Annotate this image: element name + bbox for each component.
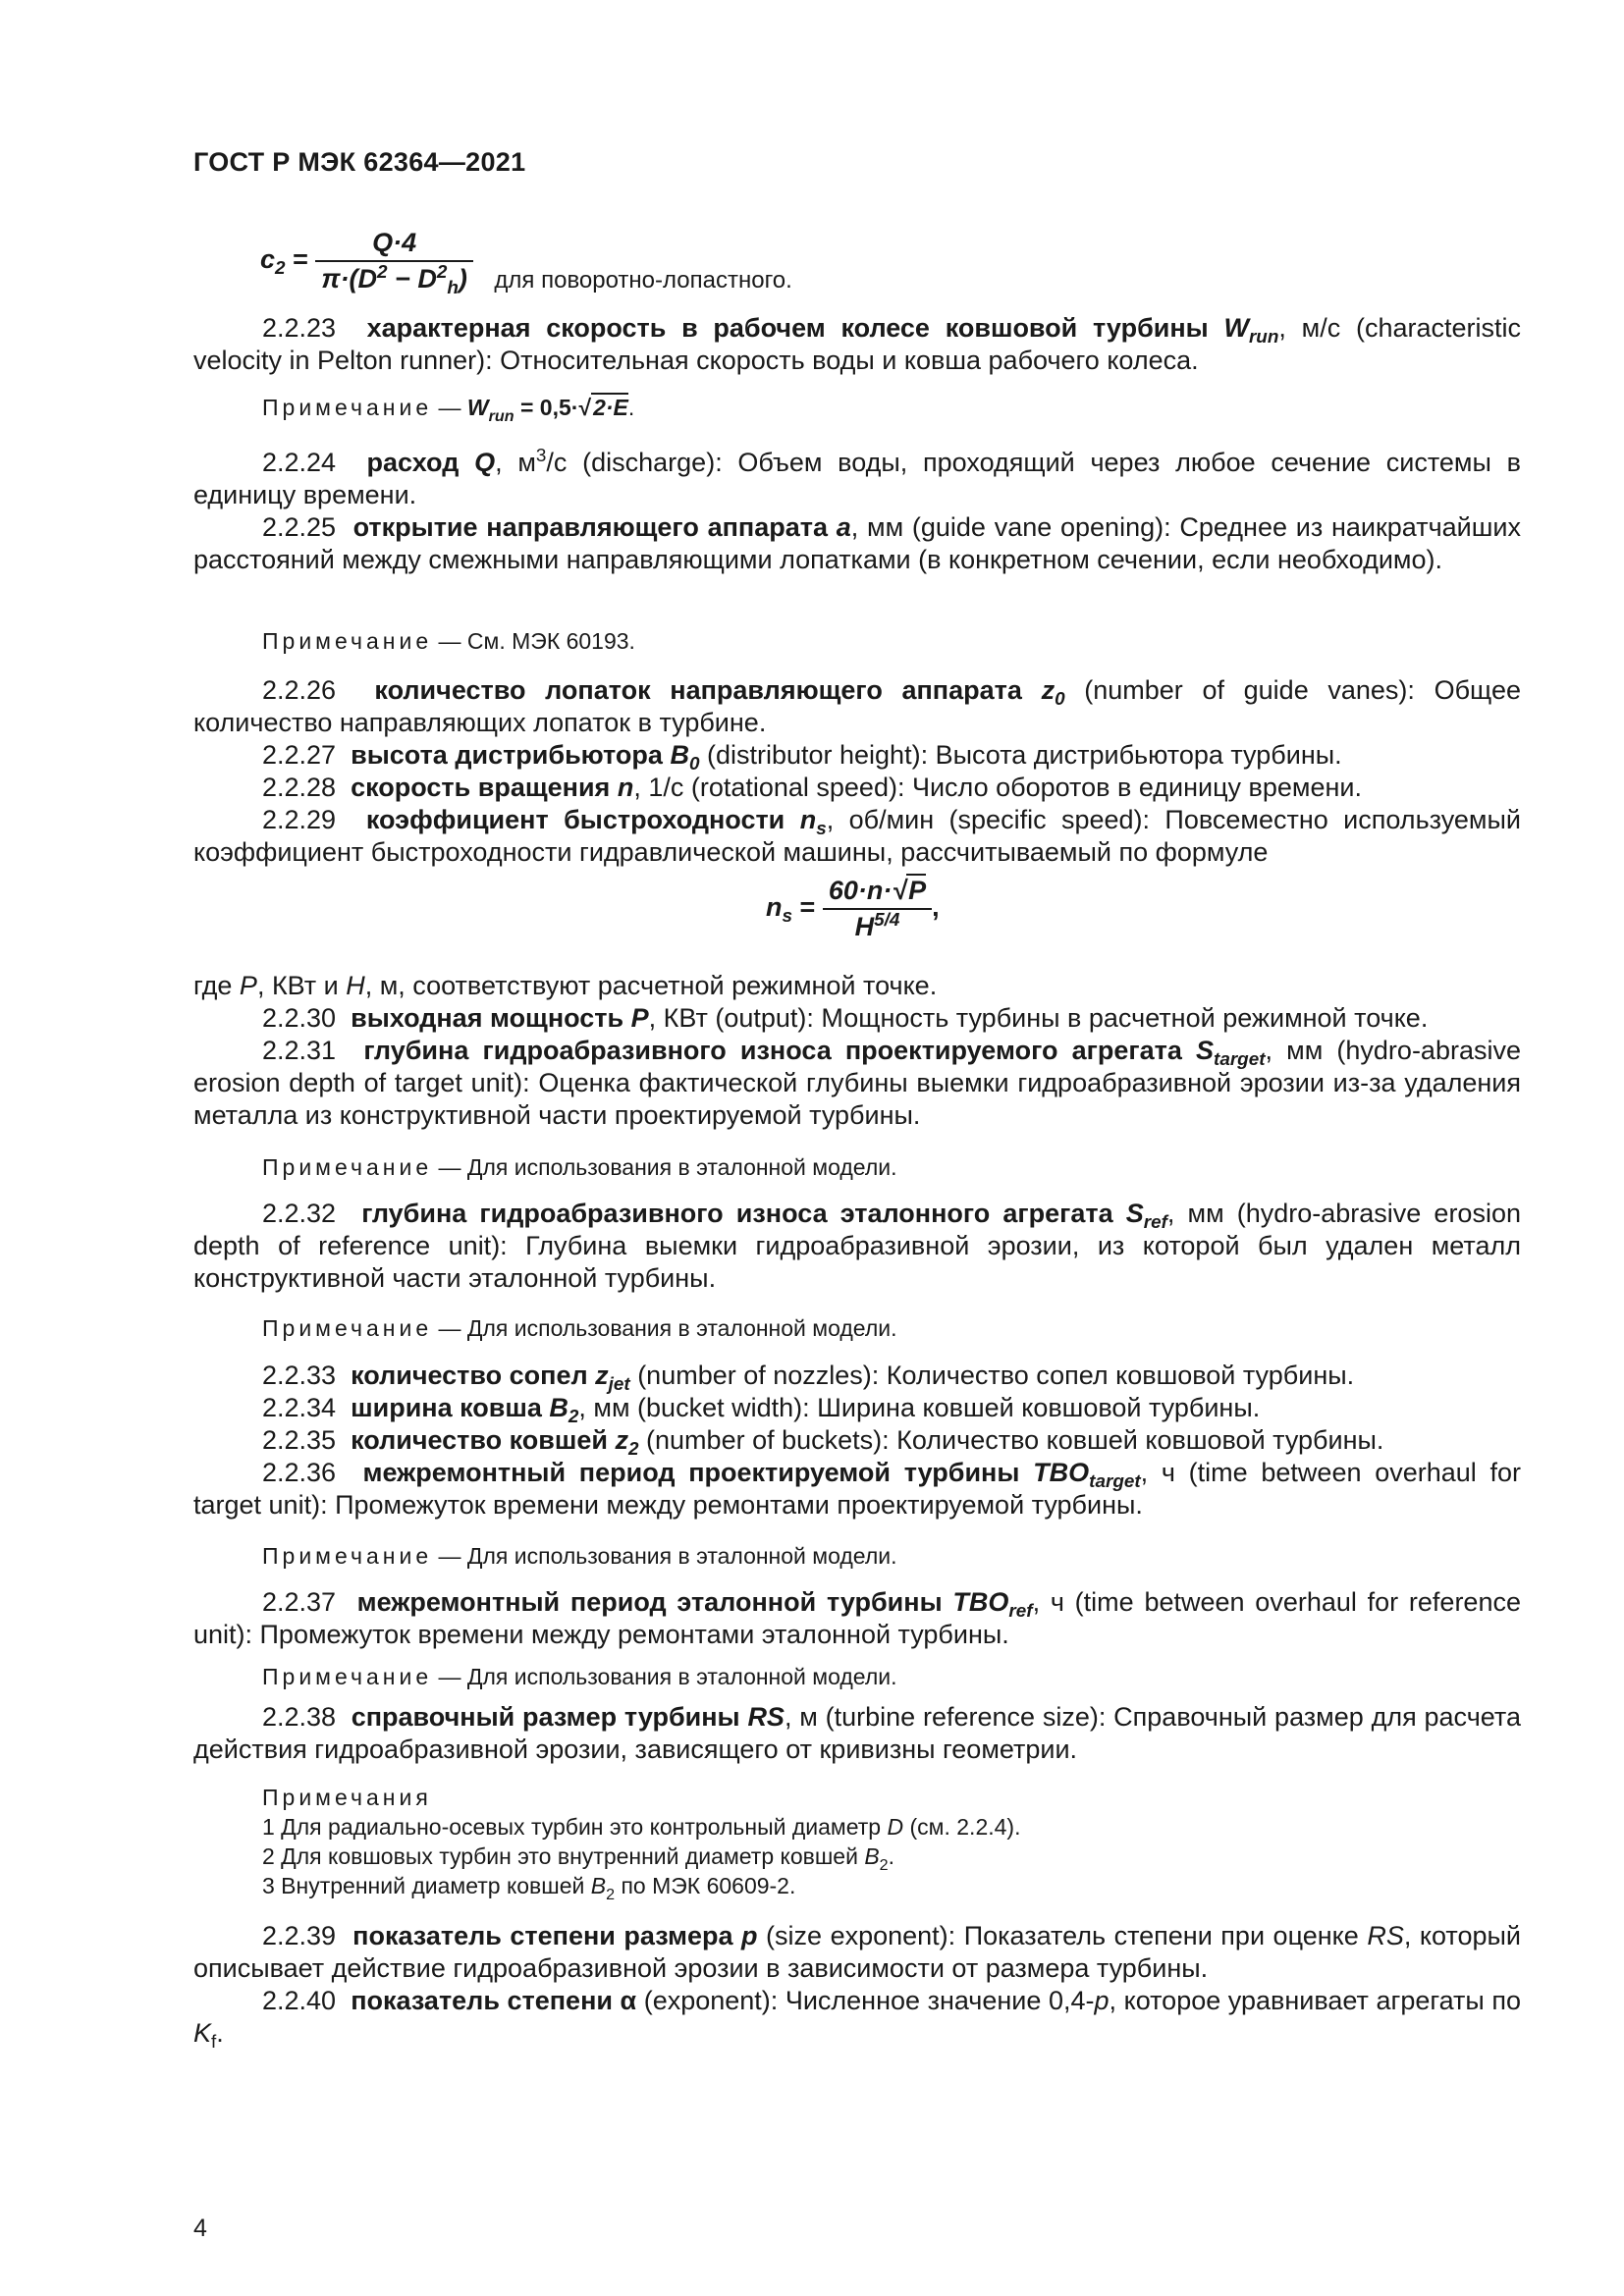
note-2.2.36: Примечание — Для использования в эталонной модели. — [262, 1543, 897, 1569]
term-2.2.27: 2.2.27 высота дистрибьютора $B_0$ (distributor height): Высота дистрибьютора турбины. — [262, 740, 1342, 774]
notes-2.2.38 — [262, 1783, 1021, 1903]
term-2.2.31: 2.2.31 глубина гидроабразивного износа проектируемого агрегата $S_{target}$, мм (hydro-abrasive erosion depth of target unit): Оценка фактической глубины выемки гидроабразивной эрозии из-за удаления металла из конструктивной части проектируемой турбины. — [193, 1036, 1521, 1130]
note-2.2.25: Примечание — См. МЭК 60193. — [262, 628, 635, 654]
term-2.2.28: 2.2.28 скорость вращения n, 1/с (rotational speed): Число оборотов в единицу времени. — [262, 773, 1362, 802]
formula-lhs: $n_s$ — [766, 892, 793, 928]
note-2.2.31: Примечание — Для использования в эталонной модели. — [262, 1154, 897, 1180]
notes-label: Примечания — [262, 1785, 432, 1810]
term-2.2.34: 2.2.34 ширина ковша $B_2$, мм (bucket width): Ширина ковшей ковшовой турбины. — [262, 1393, 1261, 1427]
formula-fraction: $\frac{Q\cdot 4}{\pi\cdot(D^2 - D^2_h)}$ — [315, 228, 473, 294]
term-2.2.30: 2.2.30 выходная мощность P, КВт (output): Мощность турбины в расчетной режимной точке. — [262, 1003, 1429, 1033]
term-2.2.40: 2.2.40 показатель степени α (exponent): Численное значение 0,4-p, которое уравнивает агрегаты по $K_f$. — [193, 1986, 1521, 2053]
term-2.2.29: 2.2.29 коэффициент быстроходности $n_s$, об/мин (specific speed): Повсеместно используемый коэффициент быстроходности гидравлической машины, рассчитываемый по формуле — [193, 805, 1521, 867]
note-item-1: 1 Для радиально-осевых турбин это контрольный диаметр D (см. 2.2.4). — [262, 1814, 1021, 1840]
formula-caption: для поворотно-лопастного. — [494, 267, 792, 294]
note-2.2.32: Примечание — Для использования в эталонной модели. — [262, 1315, 897, 1341]
term-2.2.37: 2.2.37 межремонтный период эталонной турбины $TBO_{ref}$, ч (time between overhaul for reference unit): Промежуток времени между ремонтами эталонной турбины. — [193, 1587, 1521, 1649]
term-2.2.32: 2.2.32 глубина гидроабразивного износа эталонного агрегата $S_{ref}$, мм (hydro-abrasive erosion depth of reference unit): Глубина выемки гидроабразивной эрозии, из которой был удален металл конструктивной части эталонной турбины. — [193, 1199, 1521, 1293]
formula-lhs: $c_2$ — [260, 244, 286, 280]
note-2.2.37: Примечание — Для использования в эталонной модели. — [262, 1664, 897, 1689]
formula-ns: $n_s$ = $\frac{60\cdot n\cdot√P}{H^{5/4}}$ , — [766, 876, 940, 941]
note-2.2.23: Примечание — $W_{run} = 0,5\cdot√2\cdot E$. — [262, 395, 635, 425]
term-2.2.24: 2.2.24 расход Q, $м^3/с$ (discharge): Объем воды, проходящий через любое сечение системы в единицу времени. — [193, 446, 1521, 509]
term-2.2.35: 2.2.35 количество ковшей $z_2$ (number of buckets): Количество ковшей ковшовой турбины. — [262, 1425, 1384, 1460]
term-2.2.38: 2.2.38 справочный размер турбины RS, м (turbine reference size): Справочный размер для расчета действия гидроабразивной эрозии, зависящего от кривизны геометрии. — [193, 1702, 1521, 1764]
term-2.2.25: 2.2.25 открытие направляющего аппарата a, мм (guide vane opening): Среднее из наикратчайших расстояний между смежными направляющими лопатками (в конкретном сечении, если необходимо). — [193, 512, 1521, 574]
page-number: 4 — [193, 2215, 207, 2242]
term-2.2.36: 2.2.36 межремонтный период проектируемой турбины $TBO_{target}$, ч (time between overhaul for target unit): Промежуток времени между ремонтами проектируемой турбины. — [193, 1458, 1521, 1520]
term-2.2.26: 2.2.26 количество лопаток направляющего аппарата $z_0$ (number of guide vanes): Общее количество направляющих лопаток в турбине. — [193, 675, 1521, 737]
document-header: ГОСТ Р МЭК 62364—2021 — [193, 147, 526, 177]
term-2.2.23: 2.2.23 характерная скорость в рабочем колесе ковшовой турбины $W_{run}$, м/с (characteristic velocity in Pelton runner): Относительная скорость воды и ковша рабочего колеса. — [193, 313, 1521, 375]
formula-fraction: $\frac{60\cdot n\cdot√P}{H^{5/4}}$ — [823, 876, 932, 942]
formula-c2: $c_2$ = $\frac{Q\cdot 4}{\pi\cdot(D^2 - D^2_h)}$ для поворотно-лопастного. — [260, 228, 792, 298]
term-2.2.39: 2.2.39 показатель степени размера p (size exponent): Показатель степени при оценке RS, который описывает действие гидроабразивной эрозии в зависимости от размера турбины. — [193, 1921, 1521, 1983]
note-item-3: 3 Внутренний диаметр ковшей $B_2$ по МЭК 60609-2. — [262, 1873, 796, 1903]
term-2.2.33: 2.2.33 количество сопел $z_{jet}$ (number of nozzles): Количество сопел ковшовой турбины. — [262, 1361, 1355, 1395]
note-item-2: 2 Для ковшовых турбин это внутренний диаметр ковшей $B_2$. — [262, 1843, 895, 1874]
formula-explanation: где P, КВт и H, м, соответствуют расчетной режимной точке. — [193, 971, 938, 1000]
